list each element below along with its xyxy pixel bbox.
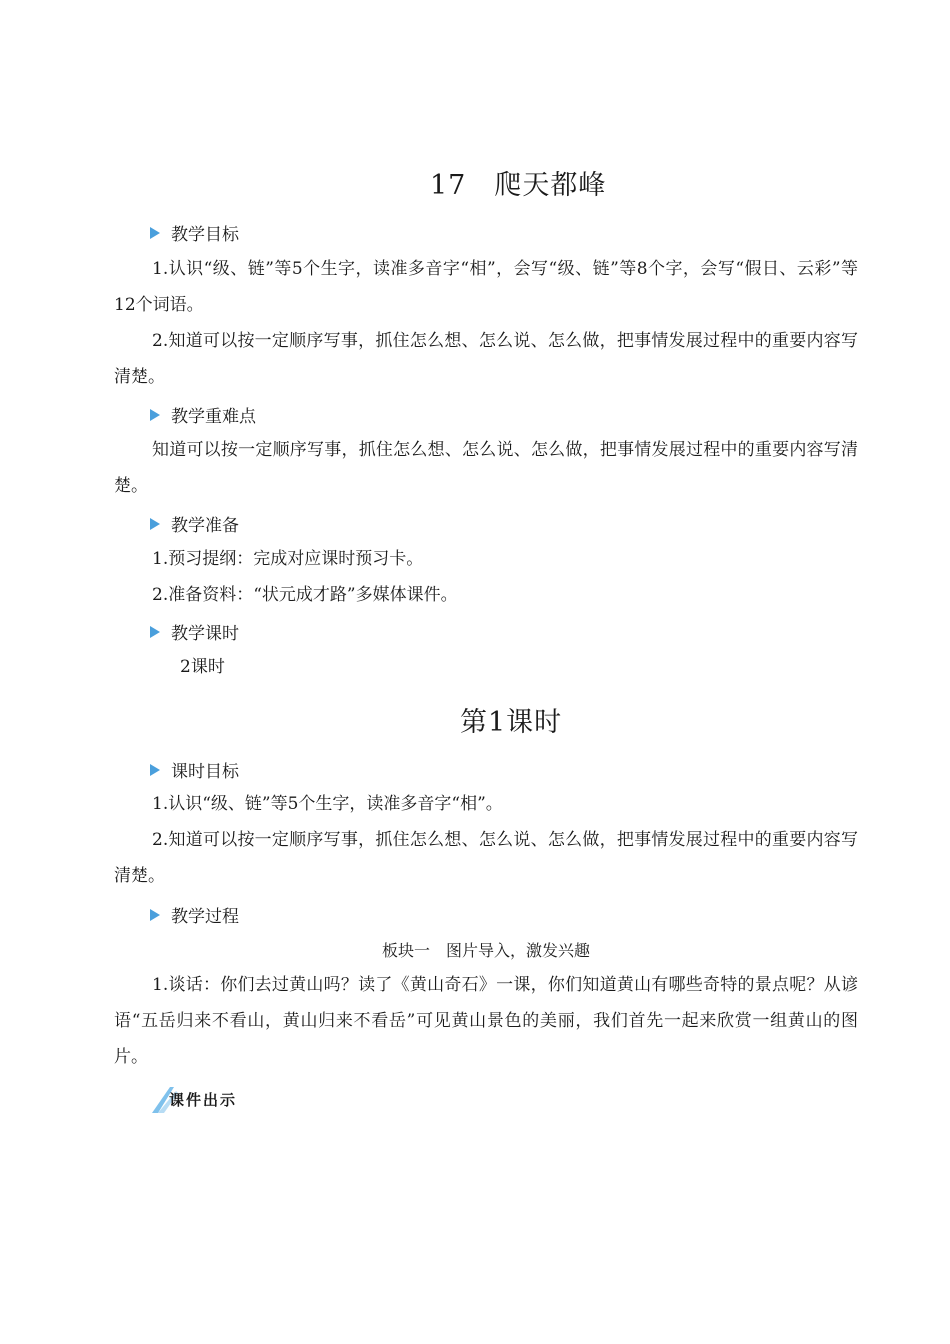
section-heading-process: 教学过程	[150, 902, 239, 927]
section-heading-preparation: 教学准备	[150, 511, 239, 536]
section-heading-lesson-goals: 课时目标	[150, 757, 239, 782]
triangle-bullet-icon	[150, 909, 160, 921]
section-heading-hours: 教学课时	[150, 619, 239, 644]
hours-value: 2课时	[180, 657, 225, 677]
process-text: 1.谈话：你们去过黄山吗？读了《黄山奇石》一课，你们知道黄山有哪些奇特的景点呢？从谚语“五岳归来不看山，黄山归来不看岳”可见黄山景色的美丽，我们首先一起来欣赏一组黄山的图片。	[114, 975, 858, 1067]
lesson-title: 第1课时	[460, 707, 563, 738]
key-points-text: 知道可以按一定顺序写事，抓住怎么想、怎么说、怎么做，把事情发展过程中的重要内容写清楚。	[114, 440, 858, 496]
goals-item-2: 2.知道可以按一定顺序写事，抓住怎么想、怎么说、怎么做，把事情发展过程中的重要内容写清楚。	[114, 331, 858, 387]
block-title: 板块一 图片导入，激发兴趣	[382, 941, 591, 960]
lesson-goals-item-1: 1.认识“级、链”等5个生字，读准多音字“相”。	[152, 794, 503, 814]
courseware-label: 课件出示	[169, 1091, 238, 1109]
triangle-bullet-icon	[150, 518, 160, 530]
triangle-bullet-icon	[150, 626, 160, 638]
courseware-badge	[150, 1085, 260, 1115]
triangle-bullet-icon	[150, 764, 160, 776]
triangle-bullet-icon	[150, 409, 160, 421]
section-heading-key-points: 教学重难点	[150, 402, 256, 427]
goals-item-1: 1.认识“级、链”等5个生字，读准多音字“相”，会写“级、链”等8个字，会写“假日、云彩”等12个词语。	[114, 259, 858, 315]
page-title: 17 爬天都峰	[430, 170, 607, 201]
triangle-bullet-icon	[150, 227, 160, 239]
preparation-item-1: 1.预习提纲：完成对应课时预习卡。	[152, 549, 424, 569]
preparation-item-2: 2.准备资料：“状元成才路”多媒体课件。	[152, 585, 458, 605]
lesson-goals-item-2: 2.知道可以按一定顺序写事，抓住怎么想、怎么说、怎么做，把事情发展过程中的重要内容写清楚。	[114, 830, 858, 886]
section-heading-goals: 教学目标	[150, 220, 239, 245]
